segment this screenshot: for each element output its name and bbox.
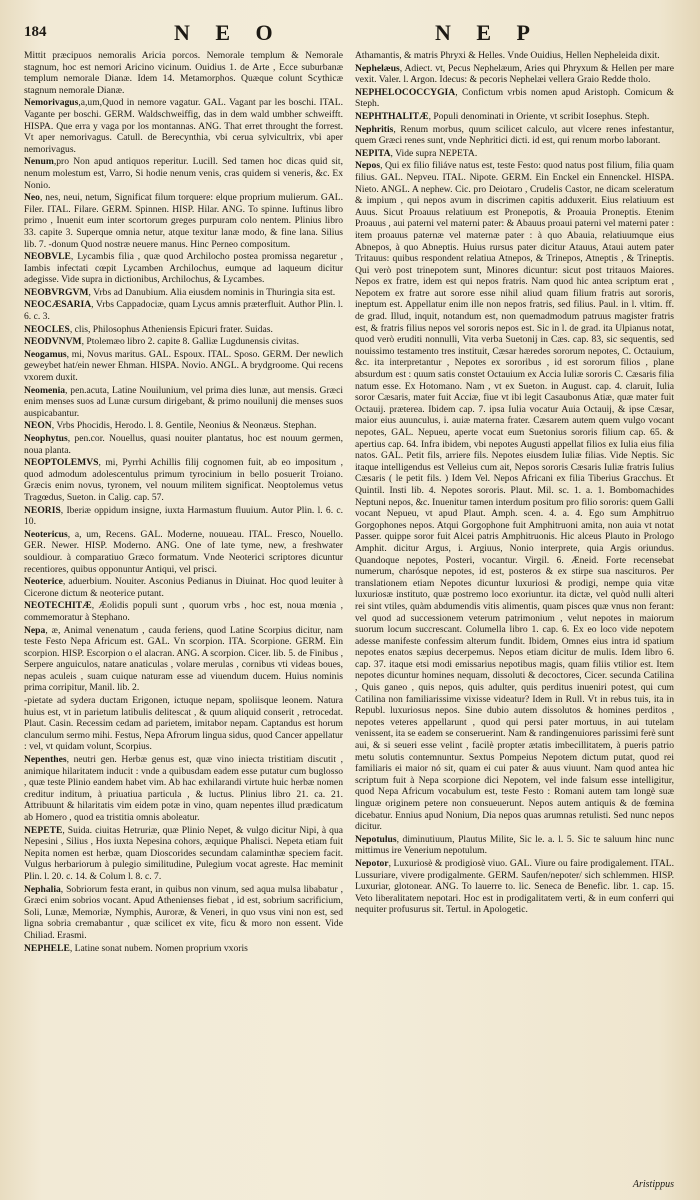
entry-text: , Latine sonat nubem. Nomen proprium vxoris: [69, 942, 248, 954]
entry-text: , mi, Novus maritus. GAL. Espoux. ITAL. Sposo. GERM. Der newlich geweybet hat/ein newer Ehman. HISPA. Novio. ANGL. A brydgroome. Qui recens vxorem duxit.: [24, 348, 343, 384]
text-columns: [24, 50, 674, 1190]
entry-text: , mi, Pyrrhi Achillis filij cognomen fuit, ab eo impositum , quod admodum adolescentulus primum tyrocinium in bello posuerit Troiano. Græcis enim novus, tyronem, vel nouum militem significat. Neoptolemus vetus Tragœdus, Sueton. in Calig. cap. 57.: [24, 457, 343, 503]
entry-text: ,a,um,Quod in nemore vagatur. GAL. Vagant par les boschi. ITAL. Vagante per boschi. GERM. Waldschweiffig, das in dem wald umbher schweifft. HISPA. Que erra y vaga por los montannas. ANG. That erret throught the forrest. Vt aper nemorivagus. Catull. de Berecynthia, vbi cerua sylvicultrix, vbi aper nemorivagus.: [24, 97, 343, 155]
entry-text: , pen.acuta, Latine Nouilunium, vel prima dies lunæ, aut mensis. Græci enim menses suos ad Lunæ cursum dirigebant, & primo nouilunij die menses suos auspicabantur.: [24, 384, 343, 419]
entry-text: , Luxuriosè & prodigiosè viuo. GAL. Viure ou faire prodigalement. ITAL. Lussuriare, vivere prodigalmente. GERM. Saufen/nepoter/ sich schlemmen. HISP. Luxuriar, glotonear. ANG. To lauerre to. lic. Seneca de Benefic. libr. 1. cap. 15. Veto liberalitatem nepotari. Hoc est in prodigalitatem verti, & in eum conferri qui nequiter profusurus sit. Tertul. in Apologetic.: [355, 857, 674, 916]
dictionary-entry: [24, 349, 343, 384]
dictionary-entry: [355, 834, 674, 857]
entry-text: , diminutiuum, Plautus Milite, Sic le. a. l. 5. Sic te saluum hinc nunc mittimus ire Venerium nepotulum.: [355, 833, 674, 857]
entry-text: , Vide supra NEPETA.: [390, 147, 478, 159]
entry-text: Mittit præcipuos nemoralis Aricia porcos. Nemorale templum & Nemorale stagnum, hoc est nemori Aricino vicinum. Ouidius 1. de Arte , Ecce suburbanæ templum nemorale Dianæ. Idem 14. Metamorphos. Quæque colunt Scythicæ stagnum nemorale Dianæ.: [24, 50, 343, 96]
entry-headword: Nepotor: [355, 857, 389, 869]
entry-headword: NEPHELOCOCCYGIA: [355, 86, 456, 98]
dictionary-entry: [355, 160, 674, 832]
entry-headword: NEON: [24, 420, 52, 432]
dictionary-entry: [355, 50, 674, 62]
entry-headword: NEOCÆSARIA: [24, 299, 92, 311]
entry-headword: Neomenia: [24, 384, 66, 396]
entry-text: , Vrbs ad Danubium. Alia eiusdem nominis in Thuringia sita est.: [88, 286, 336, 298]
entry-text: Athamantis, & matris Phryxi & Helles. Vnde Ouidius, Hellen Nepheleida dixit.: [355, 50, 660, 61]
dictionary-entry: [24, 529, 343, 575]
entry-headword: NEODVNVM: [24, 336, 82, 348]
page-number: 184: [24, 24, 47, 40]
dictionary-entry: [355, 111, 674, 123]
dictionary-entry: [24, 50, 343, 96]
entry-text: , Confictum vrbis nomen apud Aristoph. Comicum & Steph.: [355, 86, 674, 110]
entry-text: , Vrbs Phocidis, Herodo. l. 8. Gentile, Neonius & Neonæus. Stephan.: [51, 420, 317, 432]
entry-headword: NEOCLES: [24, 323, 70, 335]
dictionary-entry: [24, 943, 343, 955]
dictionary-entry: [355, 63, 674, 86]
dictionary-entry: [355, 124, 674, 147]
entry-headword: Nephelæus: [355, 62, 400, 74]
entry-headword: Neogamus: [24, 348, 67, 360]
entry-headword: Nenum: [24, 156, 54, 168]
page-header: [24, 20, 680, 48]
entry-headword: Nepotulus: [355, 833, 397, 845]
dictionary-entry: [24, 299, 343, 322]
dictionary-entry: [24, 97, 343, 155]
entry-text: , Iberiæ oppidum insigne, iuxta Harmastum fluuium. Autor Plin. l. 6. c. 10.: [24, 504, 343, 528]
dictionary-entry: [24, 192, 343, 250]
dictionary-entry: [24, 324, 343, 336]
entry-text: , nes, neui, netum, Significat filum torquere: elque proprium mulierum. GAL. Filer. ITAL. Filare. GERM. Spinnen. HISP. Hilar. ANG. To spinne. Iuftinus libro primo , Inuenit eum inter scortorum greges purpuram colo nentem. Plinius libro 33. capite 3. Superque omnia netur, atque texitur lanæ modo, & fine lana. Silius lib. 7. -donum Quod nostræ neuere manus. Hinc Perneo compositum.: [24, 192, 343, 250]
right-column: [355, 50, 674, 1190]
dictionary-entry: [24, 420, 343, 432]
entry-text: -pietate ad sydera ductam Erigonen, ictuque nepam, spoliisque leonem. Natura huius est, vt in parietum latibulis delitescat , & quum aliquid conserit , retrocedat. Plaut. Casin. Recessim cedam ad parietem, imitabor nepam. Captandus est horum clanculum sermo mihi. Festus, Nepa Afrorum lingua sidus, quod Cancer appellatur : vel, vt quidam volunt, Scorpius.: [24, 695, 343, 753]
dictionary-entry: [24, 336, 343, 348]
entry-text: ,pro Non apud antiquos reperitur. Lucill. Sed tamen hoc dicas quid sit, nenum molestum est, Varro, Si hodie nenum venis, cras quidem si veneris, &c. Ex Nonio.: [24, 156, 343, 191]
dictionary-entry: [24, 457, 343, 503]
entry-headword: NEPITA: [355, 147, 391, 159]
entry-text: , Qui ex filio filiáve natus est, teste Festo: quod natus post filium, filia quam filius. GAL. Nepveu. ITAL. Nipote. GERM. Ein Enckel ein Ennenckel. HISPA. Nieto. ANGL. A nephew. Cic. pro Deiotaro , Crudelis Castor, ne dicam sceleratum & impium , qui nepos avum in discrimen capitis adduxerit. Eius relatiuum est Auus. Sicut Proauus relatiuum est Pronepotis, & Proauia Proneptis. Etenim Proauus , aui paterni vel materni pater: & Abauus proaui paterni vel materni pater : item proauus paternæ vel maternæ pater : à quo Abauia, relatiuumque eius Abnepos, à quo Abneptis. Huius rursus pater dicitur Atauus, Ataui autem pater Tritauus: quibus respondent relatiua Atnepos, & Trinepos, Atneptis , & Trineptis. Qui verò post trinepotem sunt, Minores dicuntur: sicut post tritauos Maiores. Nepos ex fratre, idem est qui nepos fratris. Nam quod hic antea scriptum erat , Nepotem ex fratre aut sorore esse nihil aliud quam filium fratris aut sororis, ineptum est. Appellatur enim ille non nepos fratris, sed filius. Paul. in l. vltim. ff. de grad. Illud, inquit, notandum est, non quemadmodum patruus magister fratris est, & fratris filius nepos vel sororis nepos est. Sic in l. de grad. ita Ulpianus notat, quod verò eruditi nonnulli, Vita verba Suetonij in Cæs. cap. 83, sic sequentis, sed nouissimo testamento tres instituit, Cæsar hæredes sororum nepotes, C. Octauium, &c. ita interpretantur , Nepotes ex sororibus , id est sororum filios , plane absurdum est : quum satis constet Octauium ex Accia Iuliæ sororis C. Cæsaris filia natum esse. Ex Hotomano. Nam , vt ex Sueton. in August. cap. 4. claruit, Iulia soror Cæsaris, mater fuit Acciæ, fiue vt ibi legit Casaubonus Atiæ, quæ mater fuit Octauij. præterea. Ibidem cap. 7. ipsa Iulia vocatur Auia Octauij, & ipse Cæsar, maior eius auunculus, i. auiæ materna frater. Cæsarem autem quem vulgo vocant nepotes, GAL. Nepueu, aperte vocat eum Suetonius sororis filium cap. 65. & apertius cap. 64. Infra ibidem, vbi nepotes Augusti appellat filios ex Iulia eius filia natos. GAL. Petit fils, arriere fils. Nepotes eiusdem Iuliæ filias. Vide Neptis. Sic itaque intelligendus est Velleius cum ait, Nepos sororis Cæsaris Iuliæ fratris Iulius Cæsaris ( le petit fils. ) Idem Vel. Nepos Africani ex filia Tiberius Gracchus. Et Quintil. Insti lib. 4. Nepotes sororis. Plaut. Mil. sc. 1. a. 1. Bombomachides Neptuni nepos, &c. Inuenitur tamen interdum positum pro filio sororis: quem Galli vocant Nepueu, vt apud Plaut. Amph. scen. 4. a. 4. Ego sum Amphitruo Gorgophones nepos. Atqui Gorgophone fuit Amphitruoni amita, non auia vt notat Passer. quippe soror fuit Alcei patris Amphitruonis. Hic alceus Plauto in Prologo Amphit. dicitur Argus, i. Argiuus, Nonio interprete, quia Argis oriundus. Quandoque nepotes, Posteri, vocantur. Virgil. 6. Æneid. Forte recensebat numerum, charósque nepotes, id est, posteros & ex stirpe sua nascituros. Per translationem etiam Nepotes dicuntur luxuriosi & prodigi, nempe quia vitæ luxuriosæ instituto, quæ postremo loco exoriuntur. ita dictæ, vel quòd nulli alteri rei sint vtiles, quàm abdumendis vitis alimentis, quam pisces quæ vnus non ferant: vel quod ad successionem veterum patrimonium , velut nepotes in maiorum suorum locum succrescant. Columella libro 1. cap. 6. Ex eo loco vide nepotem adesse manifeste confessim alterum fundit. Ibidem, Omnes eius intra id spatium nepotes enatos sæpius decerpemus. Nepos etiam dicitur de mulis. Idem libro 6. cap. 37. itaque etsi modi emissarius nepotibus magis, quam filiis vtilior est. Item nepotes dicuntur homines nequam, dissoluti & decoctores, Cicer. secunda Catilina , Quis ganeo , quis nepos, quis adulter, quis perditus inueniri potest, qui cum Catilina non familiarissime vixisse videatur? Idem in Rull. Vt in rebus tuis, ita in Republ. luxuriosus nepos. Sine dubio autem dissolutos & homines perditos , nepotes veteres appellarunt , quod qui persi pater mortuus, in aui tutelam venissent, ita se eadem se conseruerint. Nam & randingenuiores parissimi ferè sunt aui, & si seueri esse velint , facilè propter ætatis imbecillitatem, à pueris patrio metu solutis contemnuntur. Sextus Pompeius Nepotem dictum putat, quod rei familiaris ei maior nó sit, quam ei cui pater & auus viuunt. Nam quod antea hic scriptum fuit à Nepa scorpione dici Nepotem, vel inde falsum esse intelligitur, quod Nepa Africum vocabulum est, teste Festo : Romani autem tam longè suæ linguæ originem petere non consueuerunt. Nepos autem antiquis & de fœmina dicebatur. Ennius apud Nonium, Dia nepos quas arumnas retulisti. Sed nunc nepos dicitur.: [355, 160, 674, 833]
entry-headword: Nephalia: [24, 883, 61, 895]
entry-headword: Nephritis: [355, 123, 394, 135]
dictionary-entry: [355, 858, 674, 916]
entry-text: , a, um, Recens. GAL. Moderne, nouueau. ITAL. Fresco, Nouello. GER. Newer. HISP. Moderno. ANG. One of late tyme, new, a freshwater souldiour. à comparatiuo Græco formatum. Vnde Neoterici scriptores dicuntur recentiores, quibus opponuntur Antiqui, vel prisci.: [24, 528, 343, 575]
entry-headword: Nepa: [24, 624, 46, 636]
dictionary-entry: [24, 385, 343, 420]
dictionary-entry: [24, 754, 343, 824]
entry-headword: Neoterice: [24, 576, 63, 588]
entry-text: , Adiect. vt, Pecus Nephelæum, Aries qui Phryxum & Hellen per mare vexit. Valer. l. Argon. Idecus: & pecoris Nephelæi vellera Graio Redde tholo.: [355, 62, 674, 86]
dictionary-entry: [24, 825, 343, 883]
entry-headword: NEPETE: [24, 824, 63, 836]
entry-text: , Ptolemæo libro 2. capite 8. Galliæ Lugdunensis civitas.: [81, 336, 299, 348]
entry-text: , Populi denominati in Oriente, vt scribit Iosephus. Steph.: [428, 110, 650, 122]
dictionary-entry: [24, 625, 343, 695]
entry-headword: Nemorivagus: [24, 97, 79, 109]
entry-text: , Æolidis populi sunt , quorum vrbs , hoc est, noua mœnia , commemoratur à Stephano.: [24, 600, 343, 623]
entry-headword: NEPHTHALITÆ: [355, 110, 429, 122]
dictionary-entry: [24, 695, 343, 753]
dictionary-entry: [24, 505, 343, 528]
entry-text: , pen.cor. Nouellus, quasi nouiter plantatus, hoc est nouum germen, noua planta.: [24, 433, 343, 456]
entry-headword: NEOBVRGVM: [24, 286, 89, 298]
entry-text: , Lycambis filia , quæ quod Archilocho postea promissa negaretur , Iambis infectati cœpit Lycamben Archilochus, eumque ad laqueum dicitur adegisse. Vide supra in dictionibus, Archilochus, & Lycambes.: [24, 251, 343, 286]
entry-text: , æ, Animal venenatum , cauda feriens, quod Latine Scorpius dicitur, nam teste Festo Nepa Africum est. GAL. Vn scorpion. ITA. Scorpione. GERM. Ein scorpion. HISP. Escorpion o el alacran. ANG. A scorpion. Cicer. lib. 5. de Finibus , Serpere anguiculos, natare anaticulas , volare merulas , cornibus vti videas boues, nepas aculeis , suam cuique naturam esse ad viuendum ducem. Huius nominis prima corripitur, Manil. lib. 2.: [24, 624, 343, 694]
entry-headword: NEORIS: [24, 504, 61, 516]
dictionary-entry: [355, 148, 674, 160]
entry-headword: Neophytus: [24, 433, 68, 444]
entry-text: , Suida. ciuitas Hetruriæ, quæ Plinio Nepet, & vulgo dicitur Nipi, à qua Nepesini , Silius , Hos iuxta Nepesina cohors, æquique Phalisci. Nepeta etiam fuit Nepita nomen est herbæ, quam Dioscorides secundam calaminthæ speciem facit. Vulgus herbariorum à pulegio similitudine, Pulegium vocat agreste. Hac meminit Plin. l. 20. c. 14. & Colum l. 8. c. 7.: [24, 824, 343, 882]
entry-headword: NEOPTOLEMVS: [24, 457, 99, 469]
entry-text: , Renum morbus, quum scilicet calculo, aut vlcere renes infestantur, quem Græci renes sunt, vnde Nephritici dicti. id est, qui renum morbo laborant.: [355, 123, 674, 147]
entry-text: , Sobriorum festa erant, in quibus non vinum, sed aqua mulsa libabatur , Græci enim sobrios vocant. Apud Athenienses fiebat , id est, sobrium sacrificium, Soli, Lunæ, Memoriæ, Nymphis, Auroræ, & Veneri, in quo vsus vini non est, sed ligna sobria cremabantur , quæ scilicet ex vite, ficu & moro non essent. Vide Chiliad. Erasmi.: [24, 883, 343, 941]
entry-text: , aduerbium. Nouiter. Asconius Pedianus in Diuinat. Hoc quod leuiter à Cicerone dictum & neoterice putant.: [24, 576, 343, 599]
left-column: [24, 50, 343, 1190]
dictionary-entry: [24, 600, 343, 623]
entry-headword: Nepos: [355, 160, 381, 172]
catchword: Aristippus: [632, 1179, 674, 1190]
dictionary-entry: [24, 251, 343, 286]
running-head-right: N E P: [435, 20, 540, 45]
dictionary-entry: [24, 576, 343, 599]
entry-headword: NEPHELE: [24, 942, 70, 954]
dictionary-entry: [24, 433, 343, 456]
dictionary-entry: [24, 156, 343, 191]
running-head-left: N E O: [174, 20, 283, 45]
entry-text: , clis, Philosophus Atheniensis Epicuri frater. Suidas.: [69, 323, 273, 335]
dictionary-entry: [24, 884, 343, 942]
dictionary-entry: [24, 287, 343, 299]
entry-text: , neutri gen. Herbæ genus est, quæ vino iniecta tristitiam discutit , animique hilaritatem inducit : vnde a quibusdam eadem esse putatur cum buglosso , quæ teste Plinio eandem habet vim. Ab hac exhilarandi virtute huic herbæ nomen creditur inditum, à priuatiua particula , & luctus. Plinius libro 21. ca. 21. Attribuunt & hilaritatis vim eidem potæ in vino, quam nepentes illud prædicatum ab Homero , quod ea tristitia omnis aboleatur.: [24, 754, 343, 823]
entry-headword: Neo: [24, 192, 40, 204]
entry-headword: NEOBVLE: [24, 251, 71, 263]
entry-text: , Vrbs Cappadociæ, quam Lycus amnis præterfluit. Author Plin. l. 6. c. 3.: [24, 299, 343, 323]
entry-headword: Neotericus: [24, 528, 68, 540]
dictionary-entry: [355, 87, 674, 110]
entry-headword: NEOTECHITÆ: [24, 600, 92, 612]
entry-headword: Nepenthes: [24, 754, 67, 766]
